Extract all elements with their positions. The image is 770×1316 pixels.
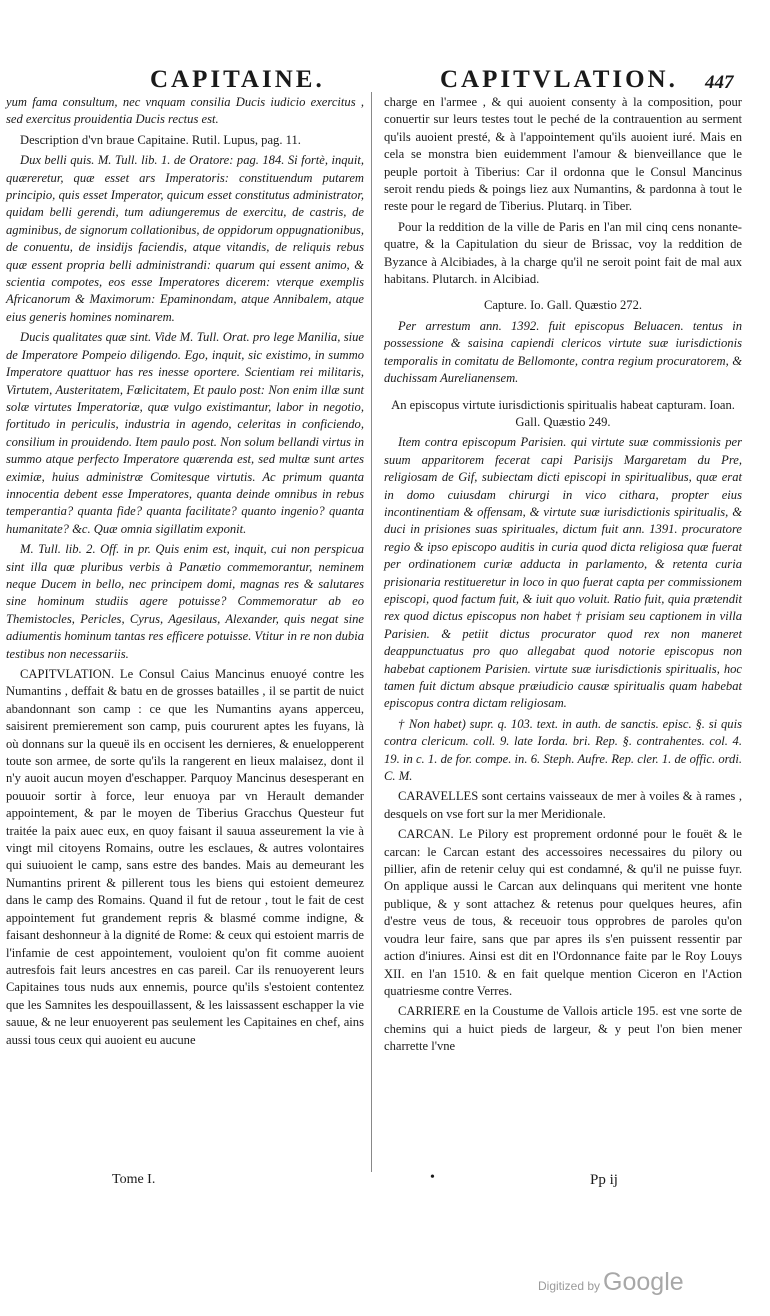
running-head-right: CAPITVLATION. — [440, 66, 678, 93]
column-divider — [371, 92, 372, 1172]
right-paragraph: An episcopus virtute iurisdictionis spiritualis habeat capturam. Ioan. Gall. Quæstio 249. — [391, 397, 735, 429]
watermark-prefix: Digitized by — [538, 1279, 601, 1293]
left-paragraph: CAPITVLATION. Le Consul Caius Mancinus enuoyé contre les Numantins , deffait & batu en de grosses batailles , il se partit de nuict abandonnant son camp : ce que les Numantins ayans apperceu, saisirent premierement son camp, puis coururent aptes les fuyans, là où donnans sur la queuë ils en occisent les dernieres, & enuelopperent toute son armee, de sorte qu'ils la rangerent en lieux malaisez, dont il n'y auoit aucun moyen d'eschapper. Parquoy Mancinus desesperant en pouuoir sortir à force, leur enuoya par vn Herault demander appointement, & par le moyen de Tiberius Gracchus Questeur fut traitée la paix auec eux, en quoy faisant il sauua asseurement la vie à vingt mil citoyens Romains, outre les esclaues, & autres volontaires qui suiuoient le camp, sans estre des bandes. Mais au demeurant les Numantins prirent & pillerent tous les biens qui estoient demeurez dans le camp des Romains. Quand il fut de retour , tout le fait de cest appointement fut grandement repris & blasmé comme indigne, & faisant deshonneur à la dignité de Rome: & ceux qui estoient marris de l'infamie de cest appointement, vouloient qu'on fit comme auoient autresfois fait leurs ancestres en cas pareil. Car ils renuoyerent leurs Capitaines tous nuds aux ennemis, pource qu'ils s'estoient contentez que les Samnites les despouillassent, & les laissassent eschapper la vie sauue, & ne leur enuoyerent pas seulement les Capitaines en chef, ains aussi tous ceux qui auoient eu aucune — [6, 667, 364, 1047]
left-paragraph: Description d'vn braue Capitaine. Rutil. Lupus, pag. 11. — [20, 132, 301, 147]
right-paragraph: Per arrestum ann. 1392. fuit episcopus Beluacen. tentus in possessione & saisina capiendi clericos virtute suæ iurisdictionis temporalis in comitatu de Bellomonte, contra regium procuratorem, & duchissam Aurelianensem. — [384, 318, 742, 386]
left-paragraph: Dux belli quis. M. Tull. lib. 1. de Oratore: pag. 184. Si fortè, inquit, quæreretur, quæ esset ars Imperatoris: constituendum putarem principio, quis esset Imperator, quicum esset constitutus administrator, quidam belli gerendi, tum adiungeremus de exercitu, de castris, de agminibus, de signorum collationibus, de oppidorum oppugnationibus, de conuentu, de insidijs faciendis, atque vitandis, de reliquis rebus quæ essent propria belli administrandi: quarum qui essent animo, & scientia compotes, eos esse Imperatores dicerem: vterque exemplis Africanorum & Maximorum: Epaminondam, atque Annibalem, atque eius generis homines nominarem. — [6, 153, 364, 324]
volume-label: Tome I. — [112, 1172, 156, 1187]
left-paragraph: yum fama consultum, nec vnquam consilia Ducis iudicio exercitus , sed exercitus prouidentia Ducis rectus est. — [6, 95, 364, 127]
right-paragraph: CARCAN. Le Pilory est proprement ordonné pour le fouët & le carcan: le Carcan estant des accessoires necessaires du pilory ou pillier, afin de retenir celuy qui est condamné, & qu'il ne puisse fuyr. On applique aussi le Carcan aux delinquans qui meritent vne honte publique, & y sont attachez & retenus pour quelques heures, afin d'estre veus de tous, & receuoir tous opprobres de paroles qu'on voudra leur faire, sans que par apres ils s'en puissent ressentir par action d'iniures. Ainsi est dit en l'Ordonnance faite par le Roy Louys XII. en l'an 1510. & en fait quelque mention Ciceron en l'Action quatriesme contre Verres. — [384, 827, 742, 998]
right-paragraph: charge en l'armee , & qui auoient consenty à la composition, pour conuertir sur leurs testes tout le peché de la contrauention au serment qu'ils auoient presté, & à l'appointement qu'ils auoient iuré. Mais en cela se monstra bien euidemment l'amour & bienveillance que le peuple portoit à Tiberius: Car il ordonna que le Consul Mancinus seroit rendu pieds & poings liez aux Numantins, & pardonna à tout le reste pour le regard de Tiberius. Plutarq. in Tiber. — [384, 95, 742, 214]
right-paragraph: Capture. Io. Gall. Quæstio 272. — [483, 298, 643, 313]
left-paragraph: M. Tull. lib. 2. Off. in pr. Quis enim est, inquit, cui non perspicua sint illa quæ pluribus verbis à Panætio commemorantur, neminem neque Ducem in bello, nec principem domi, magnas res & salutares sine hominum studiis agere potuisse? Commemoratur ab eo Themistocles, Pericles, Cyrus, Agesilaus, Alexander, quis negat sine adiumentis hominum tantas res efficere potuisse. Vtitur in re non dubia testibus non necessariis. — [6, 542, 364, 661]
google-logo: Google — [603, 1268, 684, 1296]
right-paragraph: Item contra episcopum Parisien. qui virtute suæ commissionis per suum apparitorem fecerat capi Parisijs Margaretam du Pre, religiosam de Gif, subiectam dicti episcopi in spiritualibus, quæ erat in domo cuiusdam chirurgi in vico cithara, propter eius incontinentiam & offensam, & virtute suæ iurisdictionis spiritualis, & duci in prisiones suas spirituales, dictum fuit ann. 1391. procuratore regio & ipso episcopo auditis in curia quod dicta religiosa quæ fuerat per ordinationem curiæ adducta in parlamento, & retenta curia prisionaria restitueretur in loco in quo fuerat capta per commissionem episcopi, quod factum fuit, & iuit quo voluit. Ratio fuit, quia prætendit rex quod dictus episcopus non habet † prisiam seu captionem in villa Parisien. & petiit dictus procurator quod rex non maneret deappunctuatus pro quo allegabat quod notorie episcopus non habebat captionem Parisien. virtute suæ iurisdictionis spiritualis, hoc tamen fuit dictum absque præiudicio causæ spiritualis quam habebat episcopus contra dictam religiosam. — [384, 435, 742, 711]
digitized-watermark — [538, 1268, 684, 1297]
page-number: 447 — [705, 72, 734, 93]
right-paragraph: CARAVELLES sont certains vaisseaux de mer à voiles & à rames , desquels on vse fort sur la mer Meridionale. — [384, 789, 742, 821]
right-paragraph: CARRIERE en la Coustume de Vallois article 195. est vne sorte de chemins qui a huict pieds de largeur, & y peut l'on bien mener charrette l'vne — [384, 1004, 742, 1054]
right-paragraph: Pour la reddition de la ville de Paris en l'an mil cinq cens nonante-quatre, & la Capitulation du sieur de Brissac, voy la reddition de Byzance à Alcibiades, à la charge qu'il ne seroit point fait de mal aux habitans. Plutarch. in Alcibiad. — [384, 219, 742, 287]
right-paragraph: † Non habet) supr. q. 103. text. in auth. de sanctis. episc. §. si quis contra clericum. coll. 9. late Iorda. bri. Rep. §. contrahentes. col. 4. 19. in c. 1. de for. compe. in. 6. Steph. Aufre. Rep. cler. 1. de offic. ordi. C. M. — [384, 716, 742, 784]
running-head-left: CAPITAINE. — [150, 66, 325, 93]
signature-mark: Pp ij — [590, 1172, 618, 1188]
left-paragraph: Ducis qualitates quæ sint. Vide M. Tull. Orat. pro lege Manilia, siue de Imperatore Pompeio diligendo. Ego, inquit, sic existimo, in summo Imperatore quattuor has res inesse oportere. Scientiam rei militaris, Virtutem, Austeritatem, Fœlicitatem, Et paulo post: Non enim illæ sunt solæ virtutes Imperatoriæ, quæ vulgo existimantur, labor in negotio, fortitudo in periculis, industria in agendo, celeritas in conficiendo, consilium in prouidendo. Item paulo post. Non solum bellandi virtus in summo atque perfecto Imperatore quærenda est, sed multæ sunt artes eximiæ, huius administræ Comitesque virtutis. Ac primum quanta innocentia debent esse Imperatores, quanta deinde omnibus in rebus temperantia? quanta fide? quanta facilitate? quanto ingenio? quanta humanitate? &c. Quæ omnia sigillatim exponit. — [6, 330, 364, 536]
footer-mark: • — [430, 1170, 435, 1185]
right-column — [384, 94, 742, 1059]
left-column — [6, 94, 364, 1052]
